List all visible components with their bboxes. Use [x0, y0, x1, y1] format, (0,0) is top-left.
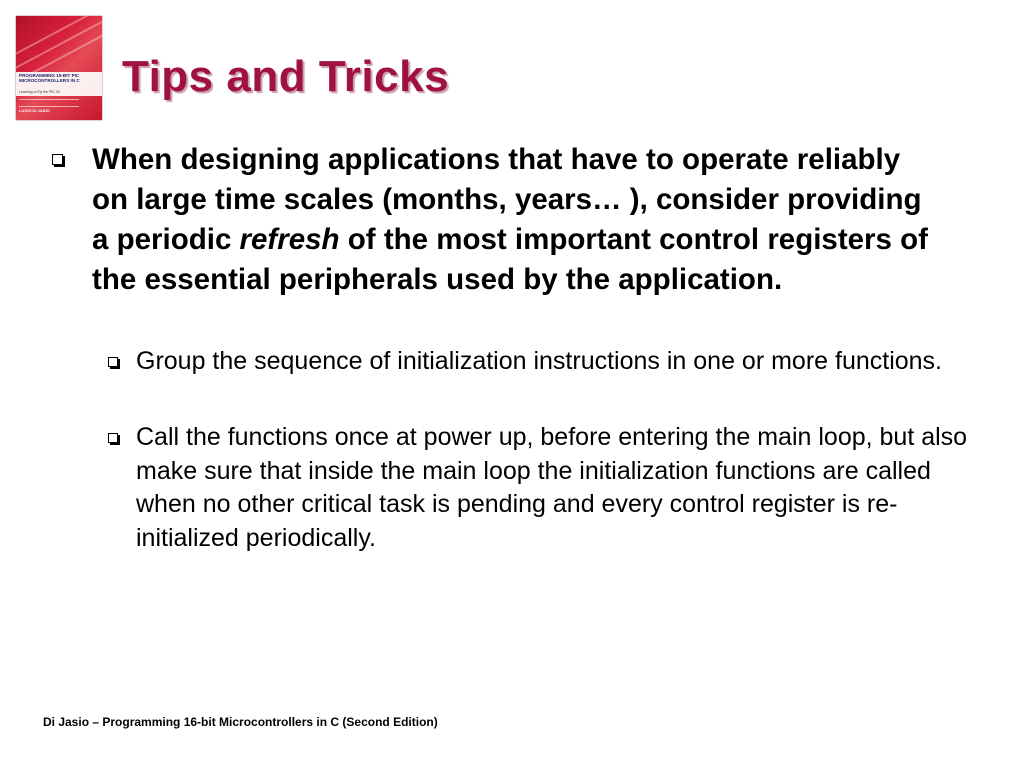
- cover-title: PROGRAMMING 16-BIT PIC MICROCONTROLLERS IN C: [19, 73, 80, 83]
- square-bullet-icon: [52, 154, 63, 165]
- cover-subtitle: Learning to Fly the PIC 24: [19, 90, 60, 94]
- cover-stripe: [16, 16, 102, 56]
- square-bullet-icon: [108, 433, 118, 443]
- sub-bullet: [108, 345, 968, 379]
- sub-bullet-text: Group the sequence of initialization instructions in one or more functions.: [136, 347, 943, 375]
- main-bullet-text: [92, 140, 942, 300]
- cover-lines: [19, 99, 79, 107]
- refresh-emphasis: refresh: [239, 223, 340, 256]
- main-bullet-text-end: of the most important control registers of the essential peripherals used by the application.: [92, 223, 928, 296]
- cover-author: LUCIO Di JASIO: [19, 108, 50, 113]
- sub-bullet-text: Call the functions once at power up, before entering the main loop, but also make sure that inside the main loop the initialization functions are called when no other critical task is pending and every control register is re-initialized periodically.: [136, 423, 968, 552]
- slide-footer: Di Jasio – Programming 16-bit Microcontrollers in C (Second Edition): [43, 715, 438, 729]
- book-cover-image: [16, 16, 102, 120]
- sub-bullet: [108, 421, 968, 555]
- main-bullet-text-start: When designing applications that have to operate reliably on large time scales (months, years… ), consider providing a periodic: [92, 143, 922, 256]
- square-bullet-icon: [108, 357, 118, 367]
- main-bullet: [52, 140, 942, 300]
- slide-title: Tips and Tricks: [122, 52, 450, 101]
